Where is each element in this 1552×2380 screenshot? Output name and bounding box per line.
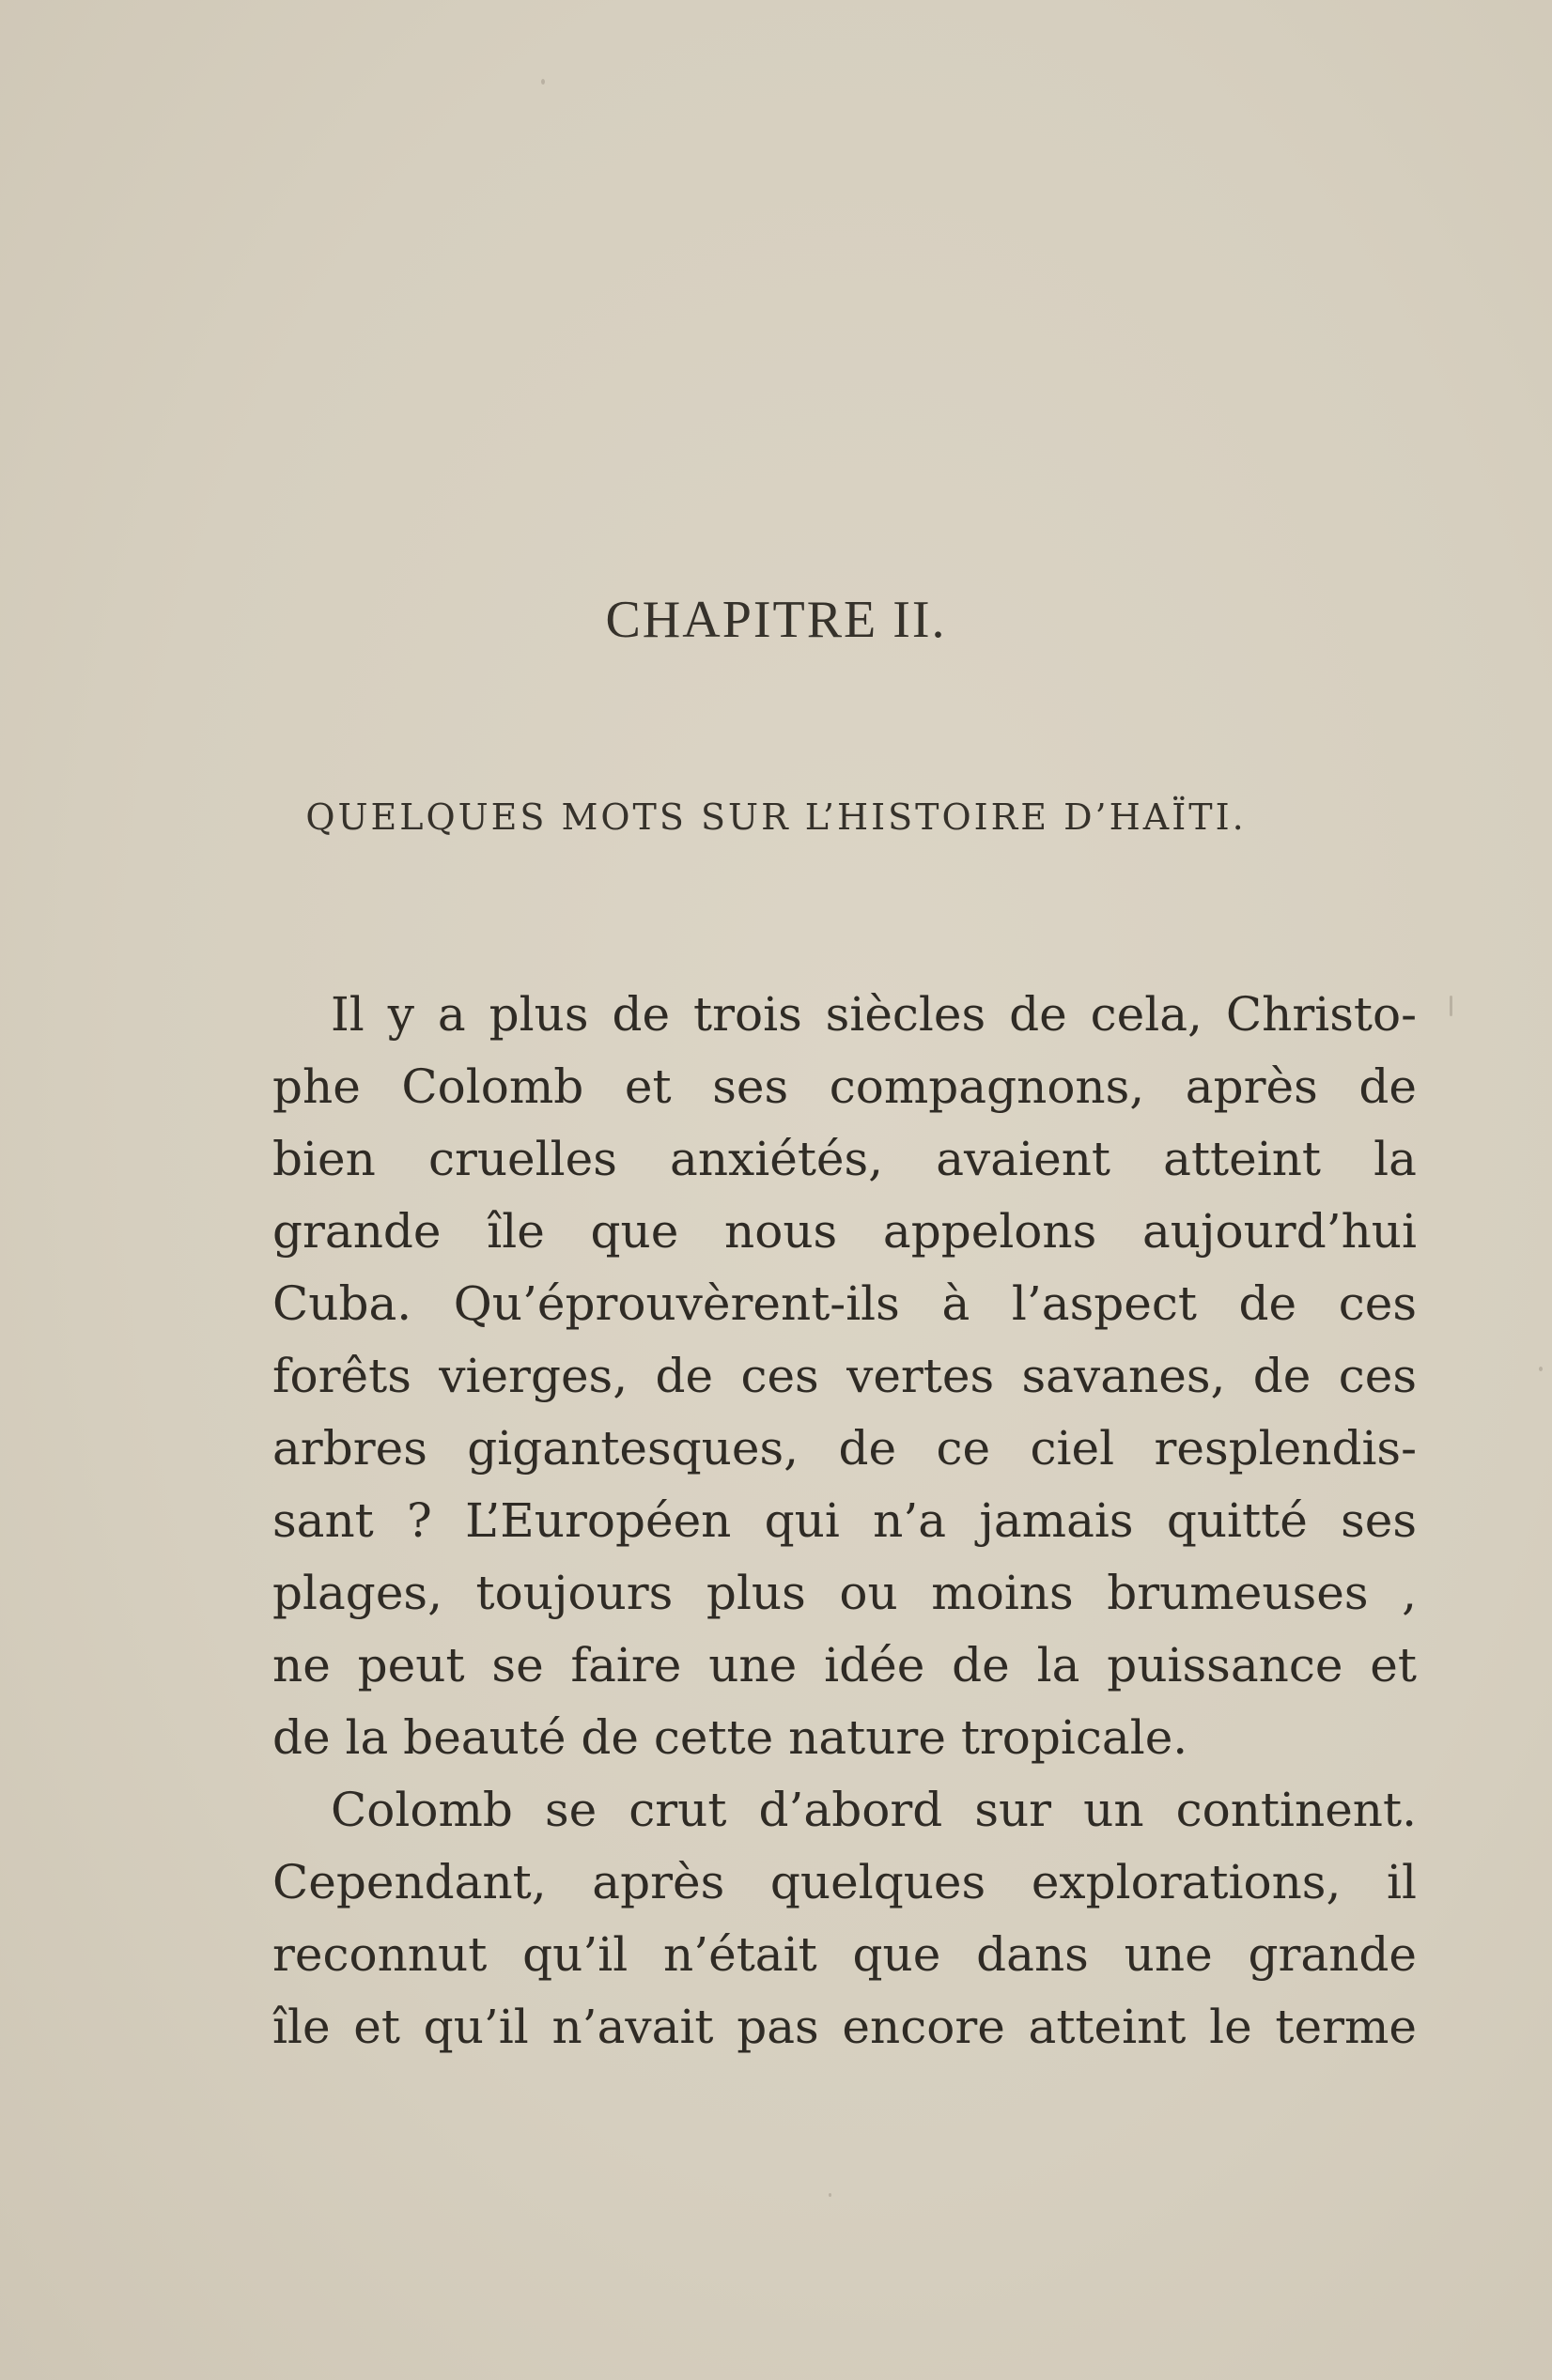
text-line: phe Colomb et ses compagnons, après de bbox=[272, 1059, 1417, 1114]
text-line: Cependant, après quelques explorations, il bbox=[272, 1855, 1417, 1909]
text-line: bien cruelles anxiétés, avaient atteint la bbox=[272, 1132, 1417, 1186]
paper-speck bbox=[1450, 996, 1452, 1016]
text-line: sant ? L’Européen qui n’a jamais quitté ses bbox=[272, 1493, 1417, 1548]
text-line: de la beauté de cette nature tropicale. bbox=[272, 1710, 1188, 1765]
text-line: Colomb se crut d’abord sur un continent. bbox=[331, 1783, 1417, 1837]
text-line: Cuba. Qu’éprouvèrent-ils à l’aspect de ces bbox=[272, 1276, 1417, 1331]
chapter-title: CHAPITRE II. bbox=[605, 591, 947, 649]
text-line: forêts vierges, de ces vertes savanes, de ces bbox=[272, 1349, 1417, 1403]
section-title: QUELQUES MOTS SUR L’HISTOIRE D’HAÏTI. bbox=[305, 796, 1247, 838]
paper-speck bbox=[829, 2193, 831, 2197]
text-line: ne peut se faire une idée de la puissance et bbox=[272, 1638, 1417, 1692]
text-line: Il y a plus de trois siècles de cela, Christo- bbox=[331, 987, 1417, 1042]
paper-speck bbox=[541, 79, 545, 85]
text-line: grande île que nous appelons aujourd’hui bbox=[272, 1204, 1417, 1259]
body-text bbox=[272, 979, 1417, 2063]
text-line: île et qu’il n’avait pas encore atteint le terme bbox=[272, 2000, 1417, 2054]
text-line: plages, toujours plus ou moins brumeuses , bbox=[272, 1566, 1417, 1620]
text-line: reconnut qu’il n’était que dans une grande bbox=[272, 1927, 1417, 1982]
paper-speck bbox=[1539, 1367, 1543, 1371]
text-line: arbres gigantesques, de ce ciel resplendis- bbox=[272, 1421, 1417, 1476]
